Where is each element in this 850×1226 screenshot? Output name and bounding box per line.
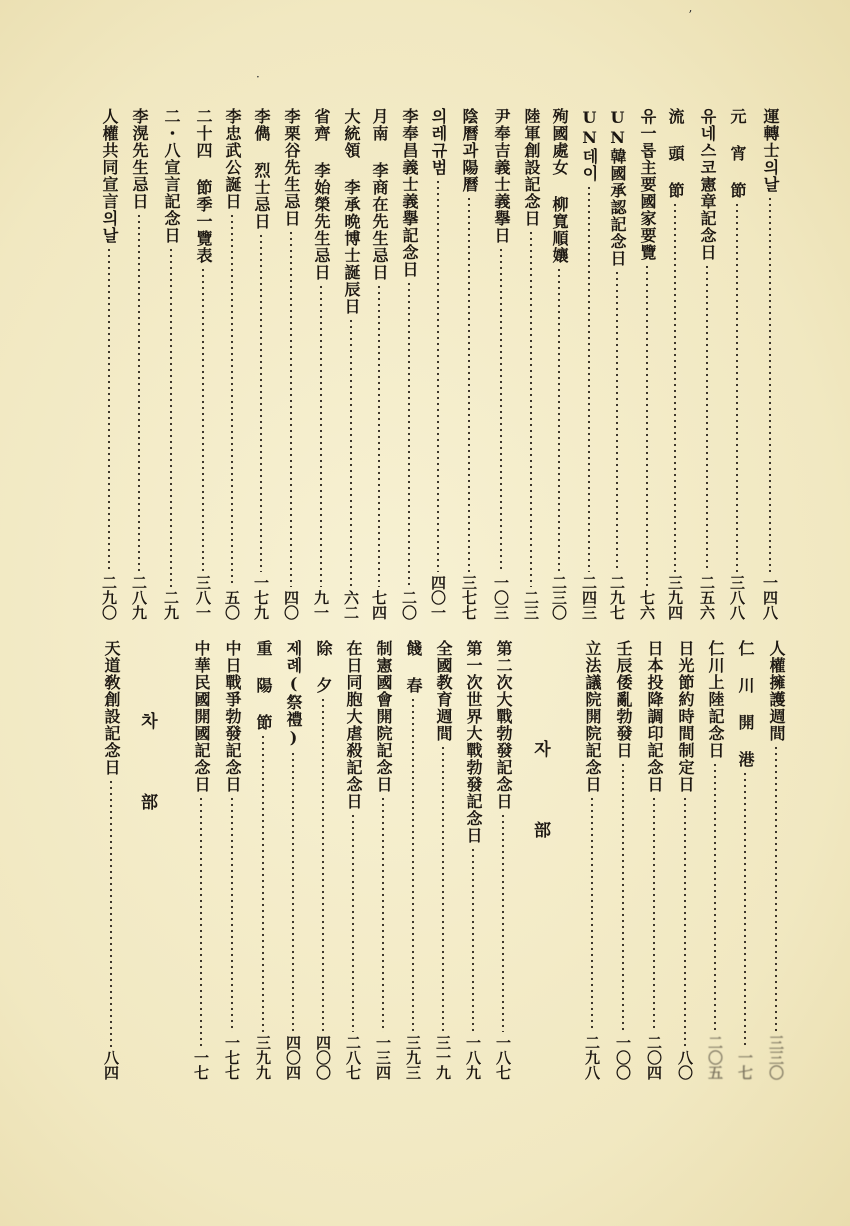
- toc-entry: [612, 640, 634, 1080]
- toc-entry: [427, 108, 449, 620]
- toc-entry: [636, 108, 658, 620]
- dot-leader: [591, 796, 593, 1032]
- toc-entry: [704, 640, 726, 1080]
- entry-page-number: 一七: [192, 1050, 210, 1080]
- entry-page-number: 一〇三: [492, 575, 510, 620]
- toc-entry: [372, 640, 394, 1080]
- entry-page-number: 六二: [342, 590, 360, 620]
- entry-page-number: 三八一: [194, 575, 212, 620]
- entry-title: 元 宵 節: [728, 108, 747, 199]
- dot-leader: [110, 779, 112, 1047]
- dot-leader: [322, 697, 324, 1032]
- entry-page-number: 三一九: [434, 1035, 452, 1080]
- toc-entry: [520, 108, 542, 620]
- entry-title: 李忠武公誕日: [223, 108, 242, 210]
- entry-page-number: 三三〇: [767, 1035, 785, 1080]
- section-heading-cha: 차 部: [137, 712, 157, 832]
- entry-page-number: 三七七: [460, 575, 478, 620]
- entry-title: 의레규범: [429, 108, 448, 176]
- dot-leader: [262, 734, 264, 1032]
- entry-page-number: 二九〇: [100, 575, 118, 620]
- entry-title: 除 夕: [314, 640, 333, 694]
- entry-page-number: 二五六: [698, 575, 716, 620]
- entry-title: 第一次世界大戰勃發記念日: [464, 640, 483, 844]
- entry-title: 유네스코憲章記念日: [698, 108, 717, 261]
- toc-entry: [160, 108, 182, 620]
- entry-page-number: 三九四: [666, 575, 684, 620]
- toc-entry: [674, 640, 696, 1080]
- toc-entry: [664, 108, 686, 620]
- entry-title: 月南 李商在先生忌日: [370, 108, 389, 281]
- toc-entry: [606, 108, 628, 620]
- dot-leader: [588, 185, 590, 572]
- section-heading-ja: 자 部: [530, 740, 550, 860]
- toc-entry: [765, 640, 787, 1080]
- entry-title: 中華民國開國記念日: [192, 640, 211, 793]
- entry-title: 陰曆과陽曆: [460, 108, 479, 193]
- dot-leader: [442, 745, 444, 1032]
- dot-leader: [468, 196, 470, 572]
- entry-title: 立法議院開院記念日: [583, 640, 602, 793]
- entry-title: 天道敎創設記念日: [102, 640, 121, 776]
- entry-title: 運轉士의날: [761, 108, 780, 193]
- toc-entry: [342, 640, 364, 1080]
- entry-page-number: 一〇〇: [614, 1035, 632, 1080]
- entry-page-number: 一四八: [761, 575, 779, 620]
- entry-title: 壬辰倭亂勃發日: [614, 640, 633, 759]
- toc-entry: [128, 108, 150, 620]
- toc-entry: [250, 108, 272, 620]
- entry-title: UN데이: [580, 108, 599, 182]
- dot-leader: [352, 813, 354, 1032]
- dot-leader: [320, 284, 322, 587]
- entry-title: 制憲國會開院記念日: [374, 640, 393, 793]
- entry-page-number: 四〇〇: [314, 1035, 332, 1080]
- dot-leader: [472, 847, 474, 1032]
- entry-page-number: 一七九: [252, 575, 270, 620]
- entry-title: 重 陽 節: [254, 640, 273, 731]
- toc-entry: [643, 640, 665, 1080]
- dot-leader: [706, 264, 708, 572]
- entry-page-number: 四〇一: [429, 575, 447, 620]
- toc-entry: [368, 108, 390, 620]
- toc-entry: [490, 108, 512, 620]
- dot-leader: [350, 318, 352, 587]
- dot-leader: [202, 267, 204, 572]
- toc-entry: [310, 108, 332, 620]
- entry-title: 第二次大戰勃發記念日: [494, 640, 513, 810]
- dot-leader: [646, 264, 648, 587]
- toc-entry: [462, 640, 484, 1080]
- dot-leader: [260, 233, 262, 572]
- dot-leader: [684, 796, 686, 1047]
- dot-leader: [108, 247, 110, 572]
- dot-leader: [408, 281, 410, 587]
- toc-entry: [734, 640, 756, 1080]
- entry-title: 유一롭主要國家要覽: [638, 108, 657, 261]
- entry-page-number: 一七: [736, 1050, 754, 1080]
- ink-speck: ʼ: [688, 8, 692, 22]
- dot-leader: [736, 202, 738, 572]
- entry-title: 餞 春: [404, 640, 423, 694]
- entry-page-number: 二三: [522, 590, 540, 620]
- entry-title: 二十四 節季一覽表: [194, 108, 213, 264]
- entry-page-number: 二四三: [580, 575, 598, 620]
- entry-title: 人權共同宣言의날: [100, 108, 119, 244]
- entry-title: 陸軍創設記念日: [522, 108, 541, 227]
- entry-title: 在日同胞大虐殺記念日: [344, 640, 363, 810]
- entry-page-number: 二三〇: [550, 575, 568, 620]
- toc-entry: [190, 640, 212, 1080]
- dot-leader: [292, 751, 294, 1032]
- entry-page-number: 七六: [638, 590, 656, 620]
- dot-leader: [412, 697, 414, 1032]
- entry-page-number: 三九三: [404, 1035, 422, 1080]
- toc-entry: [759, 108, 781, 620]
- toc-entry: [398, 108, 420, 620]
- entry-page-number: 一三四: [374, 1035, 392, 1080]
- toc-entry: [432, 640, 454, 1080]
- entry-page-number: 三九九: [254, 1035, 272, 1080]
- entry-page-number: 二〇: [400, 590, 418, 620]
- entry-title: 人權擁護週間: [767, 640, 786, 742]
- toc-entry: [726, 108, 748, 620]
- dot-leader: [437, 179, 439, 572]
- dot-leader: [138, 213, 140, 572]
- entry-page-number: 三八八: [728, 575, 746, 620]
- toc-entry: [458, 108, 480, 620]
- toc-entry: [280, 108, 302, 620]
- entry-title: 仁 川 開 港: [736, 640, 755, 768]
- toc-entry: [581, 640, 603, 1080]
- entry-title: 流 頭 節: [666, 108, 685, 199]
- dot-leader: [622, 762, 624, 1032]
- entry-title: 李儁 烈士忌日: [252, 108, 271, 230]
- toc-entry: [492, 640, 514, 1080]
- dot-leader: [775, 745, 777, 1032]
- entry-page-number: 五〇: [223, 590, 241, 620]
- toc-entry: [98, 108, 120, 620]
- entry-page-number: 二八九: [130, 575, 148, 620]
- toc-entry: [100, 640, 122, 1080]
- entry-page-number: 二九: [162, 590, 180, 620]
- toc-entry: [221, 640, 243, 1080]
- entry-page-number: 四〇: [282, 590, 300, 620]
- entry-page-number: 一八七: [494, 1035, 512, 1080]
- dot-leader: [502, 813, 504, 1032]
- dot-leader: [769, 196, 771, 572]
- dot-leader: [674, 202, 676, 572]
- entry-page-number: 二〇五: [706, 1035, 724, 1080]
- entry-title: 全國教育週間: [434, 640, 453, 742]
- toc-entry: [578, 108, 600, 620]
- dot-leader: [744, 771, 746, 1047]
- entry-title: 省齊 李始榮先生忌日: [312, 108, 331, 281]
- toc-entry: [282, 640, 304, 1080]
- dot-leader: [290, 230, 292, 587]
- entry-title: 李栗谷先生忌日: [282, 108, 301, 227]
- entry-title: 中日戰爭勃發記念日: [223, 640, 242, 793]
- toc-entry: [252, 640, 274, 1080]
- entry-title: 大統領 李承晩博士誕辰日: [342, 108, 361, 315]
- entry-page-number: 七四: [370, 590, 388, 620]
- entry-page-number: 一七七: [223, 1035, 241, 1080]
- entry-title: 殉國處女 柳寬順孃: [550, 108, 569, 264]
- entry-title: 二・八宣言記念日: [162, 108, 181, 244]
- dot-leader: [378, 284, 380, 587]
- toc-entry: [402, 640, 424, 1080]
- dot-leader: [382, 796, 384, 1032]
- entry-page-number: 四〇四: [284, 1035, 302, 1080]
- dot-leader: [530, 230, 532, 587]
- toc-entry: [221, 108, 243, 620]
- entry-title: UN韓國承認記念日: [608, 108, 627, 267]
- dot-leader: [200, 796, 202, 1047]
- toc-entry: [548, 108, 570, 620]
- entry-title: 日光節約時間制定日: [676, 640, 695, 793]
- entry-title: 李奉昌義士義擧記念日: [400, 108, 419, 278]
- entry-page-number: 一八九: [464, 1035, 482, 1080]
- dot-leader: [653, 796, 655, 1032]
- ink-speck: ·: [256, 70, 260, 84]
- toc-entry: [696, 108, 718, 620]
- dot-leader: [714, 762, 716, 1032]
- entry-page-number: 二八七: [344, 1035, 362, 1080]
- entry-title: 尹奉吉義士義擧日: [492, 108, 511, 244]
- entry-page-number: 八四: [102, 1050, 120, 1080]
- toc-entry: [192, 108, 214, 620]
- entry-title: 日本投降調印記念日: [645, 640, 664, 793]
- dot-leader: [616, 270, 618, 572]
- dot-leader: [231, 796, 233, 1032]
- dot-leader: [500, 247, 502, 572]
- entry-title: 李滉先生忌日: [130, 108, 149, 210]
- entry-page-number: 二〇四: [645, 1035, 663, 1080]
- dot-leader: [231, 213, 233, 587]
- entry-page-number: 八〇: [676, 1050, 694, 1080]
- entry-page-number: 二九八: [583, 1035, 601, 1080]
- dot-leader: [558, 267, 560, 572]
- entry-title: 제례(祭禮): [284, 640, 303, 748]
- toc-entry: [340, 108, 362, 620]
- toc-entry: [312, 640, 334, 1080]
- entry-page-number: 二九七: [608, 575, 626, 620]
- entry-page-number: 九一: [312, 590, 330, 620]
- dot-leader: [170, 247, 172, 587]
- entry-title: 仁川上陸記念日: [706, 640, 725, 759]
